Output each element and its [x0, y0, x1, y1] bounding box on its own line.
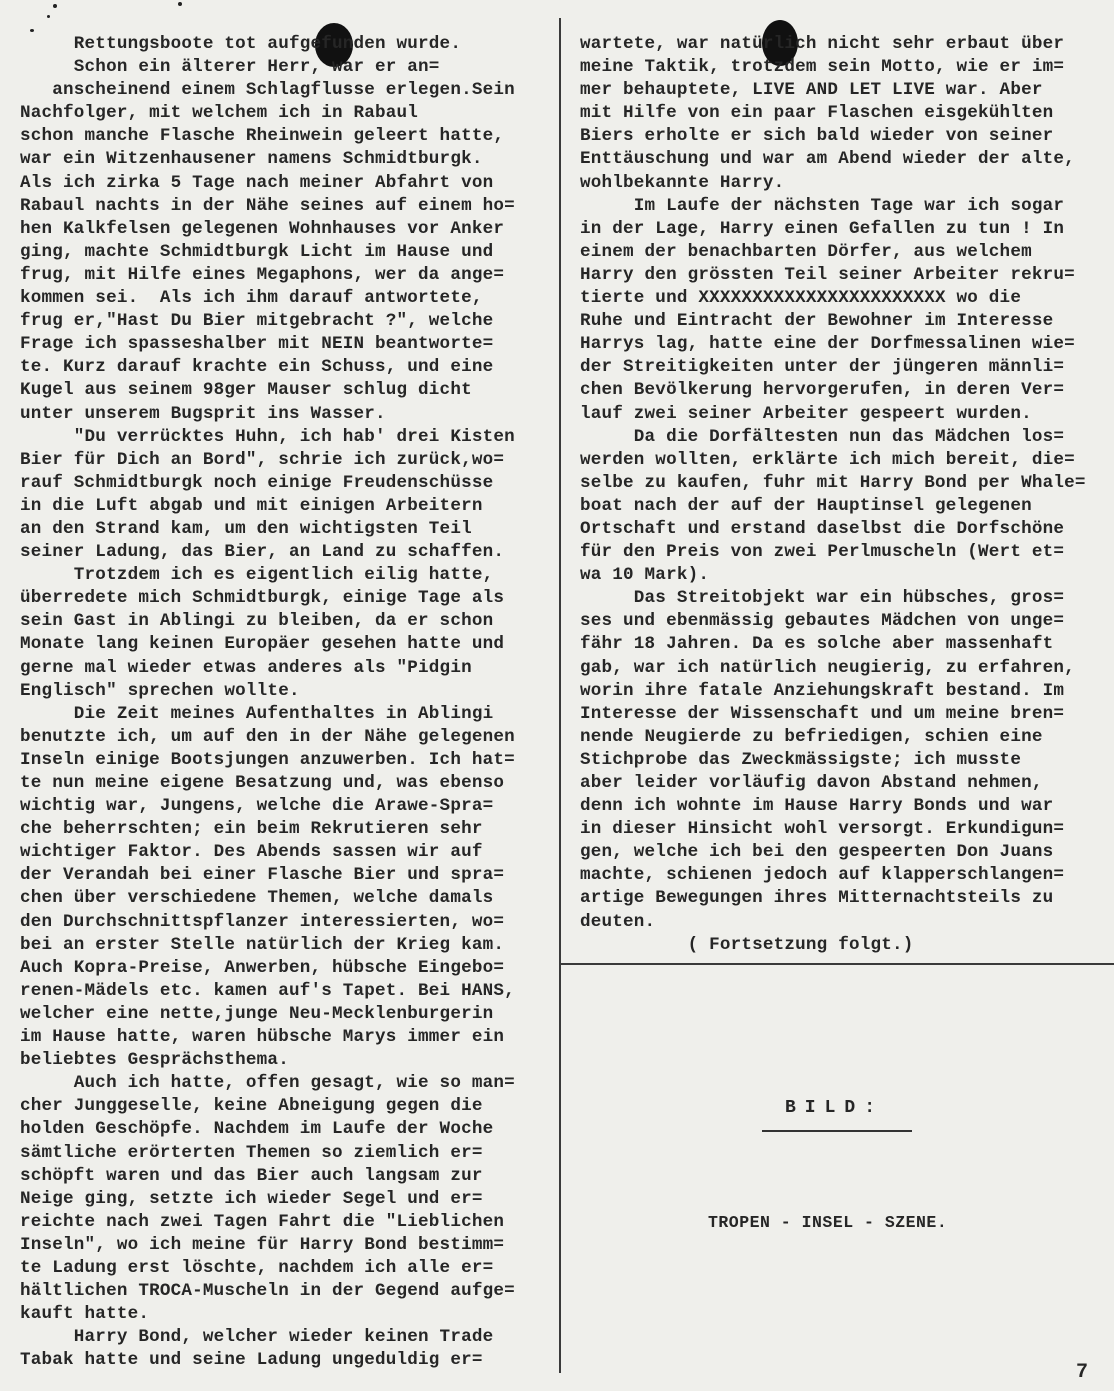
text-line: Bier für Dich an Bord", schrie ich zurück,wo= — [20, 449, 505, 470]
text-line: Harry den grössten Teil seiner Arbeiter rekru= — [580, 264, 1075, 285]
text-line: wa 10 Mark). — [580, 565, 710, 586]
text-line: Frage ich spasseshalber mit NEIN beantworte= — [20, 334, 494, 355]
text-line: nende Neugierde zu befriedigen, schien eine — [580, 726, 1043, 747]
text-line: Interesse der Wissenschaft und um meine bren= — [580, 703, 1065, 724]
text-line: welcher eine nette,junge Neu-Mecklenburgerin — [20, 1003, 494, 1024]
text-line: im Hause hatte, waren hübsche Marys immer ein — [20, 1027, 505, 1048]
text-line: in der Lage, Harry einen Gefallen zu tun ! In — [580, 218, 1065, 239]
text-line: artige Bewegungen ihres Mitternachtsteils zu — [580, 888, 1054, 909]
text-line: Rettungsboote tot aufgefunden wurde. — [20, 34, 462, 54]
text-line: frug, mit Hilfe eines Megaphons, wer da ange= — [20, 264, 505, 285]
text-line: einem der benachbarten Dörfer, aus welchem — [580, 241, 1032, 262]
text-line: schon manche Flasche Rheinwein geleert hatte, — [20, 126, 505, 147]
page-number: 7 — [1076, 1361, 1089, 1384]
text-line: wohlbekannte Harry. — [580, 172, 785, 193]
text-line: Stichprobe das Zweckmässigste; ich musste — [580, 749, 1022, 770]
text-line: Inseln einige Bootsjungen anzuwerben. Ich hat= — [20, 749, 515, 770]
picture-box-divider — [561, 963, 1114, 965]
text-line: holden Geschöpfe. Nachdem im Laufe der Woche — [20, 1119, 494, 1140]
text-line: Harrys lag, hatte eine der Dorfmessalinen wie= — [580, 334, 1075, 355]
text-line: schöpft waren und das Bier auch langsam zur — [20, 1165, 483, 1186]
text-line: cher Junggeselle, keine Abneigung gegen die — [20, 1096, 483, 1117]
text-line: gerne mal wieder etwas anderes als "Pidgin — [20, 657, 472, 678]
text-line: der Streitigkeiten unter der jüngeren männli= — [580, 357, 1065, 378]
ink-speck — [47, 15, 50, 18]
ink-speck — [53, 4, 57, 8]
text-line: Monate lang keinen Europäer gesehen hatte und — [20, 634, 505, 655]
text-line: "Du verrücktes Huhn, ich hab' drei Kisten — [20, 426, 515, 447]
text-line: in dieser Hinsicht wohl versorgt. Erkundigun= — [580, 819, 1065, 840]
text-line: Das Streitobjekt war ein hübsches, gros= — [580, 588, 1065, 609]
text-line: fähr 18 Jahren. Da es solche aber massenhaft — [580, 634, 1054, 655]
text-line: Biers erholte er sich bald wieder von seiner — [580, 126, 1054, 147]
text-line: hen Kalkfelsen gelegenen Wohnhauses vor Anker — [20, 218, 505, 239]
text-line: Tabak hatte und seine Ladung ungeduldig er= — [20, 1350, 483, 1371]
text-line: chen Bevölkerung hervorgerufen, in deren Ver= — [580, 380, 1065, 401]
text-line: tierte und XXXXXXXXXXXXXXXXXXXXXXX wo die — [580, 288, 1022, 309]
text-line: war ein Witzenhausener namens Schmidtburgk. — [20, 149, 483, 170]
text-line: Kugel aus seinem 98ger Mauser schlug dicht — [20, 380, 472, 401]
text-line: wichtig war, Jungens, welche die Arawe-Spra= — [20, 796, 494, 817]
text-line: Die Zeit meines Aufenthaltes in Ablingi — [20, 703, 494, 724]
text-line: anscheinend einem Schlagflusse erlegen.Sein — [20, 80, 515, 101]
text-line: te Ladung erst löschte, nachdem ich alle er= — [20, 1257, 494, 1278]
text-line: gen, welche ich bei den gespeerten Don Juans — [580, 842, 1054, 863]
text-line: in die Luft abgab und mit einigen Arbeitern — [20, 495, 483, 516]
text-line: ses und ebenmässig gebautes Mädchen von unge= — [580, 611, 1065, 632]
text-line: mit Hilfe von ein paar Flaschen eisgekühlten — [580, 103, 1054, 124]
text-line: Im Laufe der nächsten Tage war ich sogar — [580, 195, 1065, 216]
text-line: ging, machte Schmidtburgk Licht im Hause und — [20, 241, 494, 262]
text-line: für den Preis von zwei Perlmuscheln (Wert et= — [580, 542, 1065, 563]
text-line: benutzte ich, um auf den in der Nähe gelegenen — [20, 726, 515, 747]
text-line: che beherrschten; ein beim Rekrutieren sehr — [20, 819, 483, 840]
text-line: der Verandah bei einer Flasche Bier und spra= — [20, 865, 505, 886]
text-line: seiner Ladung, das Bier, an Land zu schaffen. — [20, 542, 505, 563]
picture-caption: TROPEN - INSEL - SZENE. — [708, 1213, 948, 1232]
text-line: renen-Mädels etc. kamen auf's Tapet. Bei HANS, — [20, 980, 515, 1001]
text-line: beliebtes Gesprächsthema. — [20, 1050, 289, 1071]
text-line: gab, war ich natürlich neugierig, zu erfahren, — [580, 657, 1075, 678]
text-line: Harry Bond, welcher wieder keinen Trade — [20, 1327, 494, 1348]
text-line: Englisch" sprechen wollte. — [20, 680, 300, 701]
text-line: machte, schienen jedoch auf klapperschlangen= — [580, 865, 1065, 886]
text-line: selbe zu kaufen, fuhr mit Harry Bond per Whale= — [580, 472, 1086, 493]
column-divider — [559, 18, 561, 1373]
text-line: Inseln", wo ich meine für Harry Bond bestimm= — [20, 1234, 505, 1255]
text-line: sämtliche erörterten Themen so ziemlich er= — [20, 1142, 483, 1163]
text-line: sein Gast in Ablingi zu bleiben, da er schon — [20, 611, 494, 632]
text-line: überredete mich Schmidtburgk, einige Tage als — [20, 588, 505, 609]
text-line: Auch ich hatte, offen gesagt, wie so man= — [20, 1073, 515, 1094]
text-line: Nachfolger, mit welchem ich in Rabaul — [20, 103, 419, 124]
text-line: ( Fortsetzung folgt.) — [580, 934, 914, 955]
text-line: denn ich wohnte im Hause Harry Bonds und war — [580, 796, 1054, 817]
text-line: chen über verschiedene Themen, welche damals — [20, 888, 494, 909]
text-line: deuten. — [580, 911, 656, 932]
text-line: Als ich zirka 5 Tage nach meiner Abfahrt von — [20, 172, 494, 193]
text-line: hältlichen TROCA-Muscheln in der Gegend aufge= — [20, 1281, 515, 1302]
text-line: kommen sei. Als ich ihm darauf antwortete, — [20, 288, 483, 309]
right-column-text — [580, 33, 1108, 957]
text-line: werden wollten, erklärte ich mich bereit, die= — [580, 449, 1075, 470]
text-line: Rabaul nachts in der Nähe seines auf einem ho= — [20, 195, 515, 216]
picture-heading: BILD: — [785, 1098, 885, 1118]
text-line: Trotzdem ich es eigentlich eilig hatte, — [20, 565, 494, 586]
text-line: te. Kurz darauf krachte ein Schuss, und eine — [20, 357, 494, 378]
text-line: bei an erster Stelle natürlich der Krieg kam. — [20, 934, 505, 955]
text-line: lauf zwei seiner Arbeiter gespeert wurden. — [580, 403, 1032, 424]
text-line: wartete, war natürlich nicht sehr erbaut über — [580, 34, 1065, 54]
text-line: an den Strand kam, um den wichtigsten Teil — [20, 518, 472, 539]
text-line: wichtiger Faktor. Des Abends sassen wir auf — [20, 842, 483, 863]
text-line: worin ihre fatale Anziehungskraft bestand. Im — [580, 680, 1065, 701]
ink-speck — [30, 29, 34, 32]
text-line: Ruhe und Eintracht der Bewohner im Interesse — [580, 311, 1054, 332]
text-line: Neige ging, setzte ich wieder Segel und er= — [20, 1188, 483, 1209]
text-line: te nun meine eigene Besatzung und, was ebenso — [20, 773, 505, 793]
text-line: Enttäuschung und war am Abend wieder der alte, — [580, 149, 1075, 170]
text-line: boat nach der auf der Hauptinsel gelegenen — [580, 495, 1032, 516]
text-line: kauft hatte. — [20, 1304, 150, 1325]
text-line: frug er,"Hast Du Bier mitgebracht ?", welche — [20, 311, 494, 332]
picture-heading-underline — [762, 1130, 912, 1132]
text-line: Schon ein älterer Herr, war er an= — [20, 57, 440, 78]
text-line: unter unserem Bugsprit ins Wasser. — [20, 403, 386, 424]
left-column-text — [20, 33, 552, 1372]
text-line: rauf Schmidtburgk noch einige Freudenschüsse — [20, 472, 494, 493]
text-line: meine Taktik, trotzdem sein Motto, wie er im= — [580, 57, 1065, 78]
text-line: Da die Dorfältesten nun das Mädchen los= — [580, 426, 1065, 447]
text-line: mer behauptete, LIVE AND LET LIVE war. Aber — [580, 80, 1043, 101]
text-line: den Durchschnittspflanzer interessierten, wo= — [20, 911, 505, 932]
text-line: reichte nach zwei Tagen Fahrt die "Lieblichen — [20, 1211, 505, 1232]
text-line: Ortschaft und erstand daselbst die Dorfschöne — [580, 518, 1065, 539]
text-line: aber leider vorläufig davon Abstand nehmen, — [580, 773, 1043, 793]
ink-speck — [178, 2, 182, 6]
text-line: Auch Kopra-Preise, Anwerben, hübsche Eingebo= — [20, 957, 505, 978]
